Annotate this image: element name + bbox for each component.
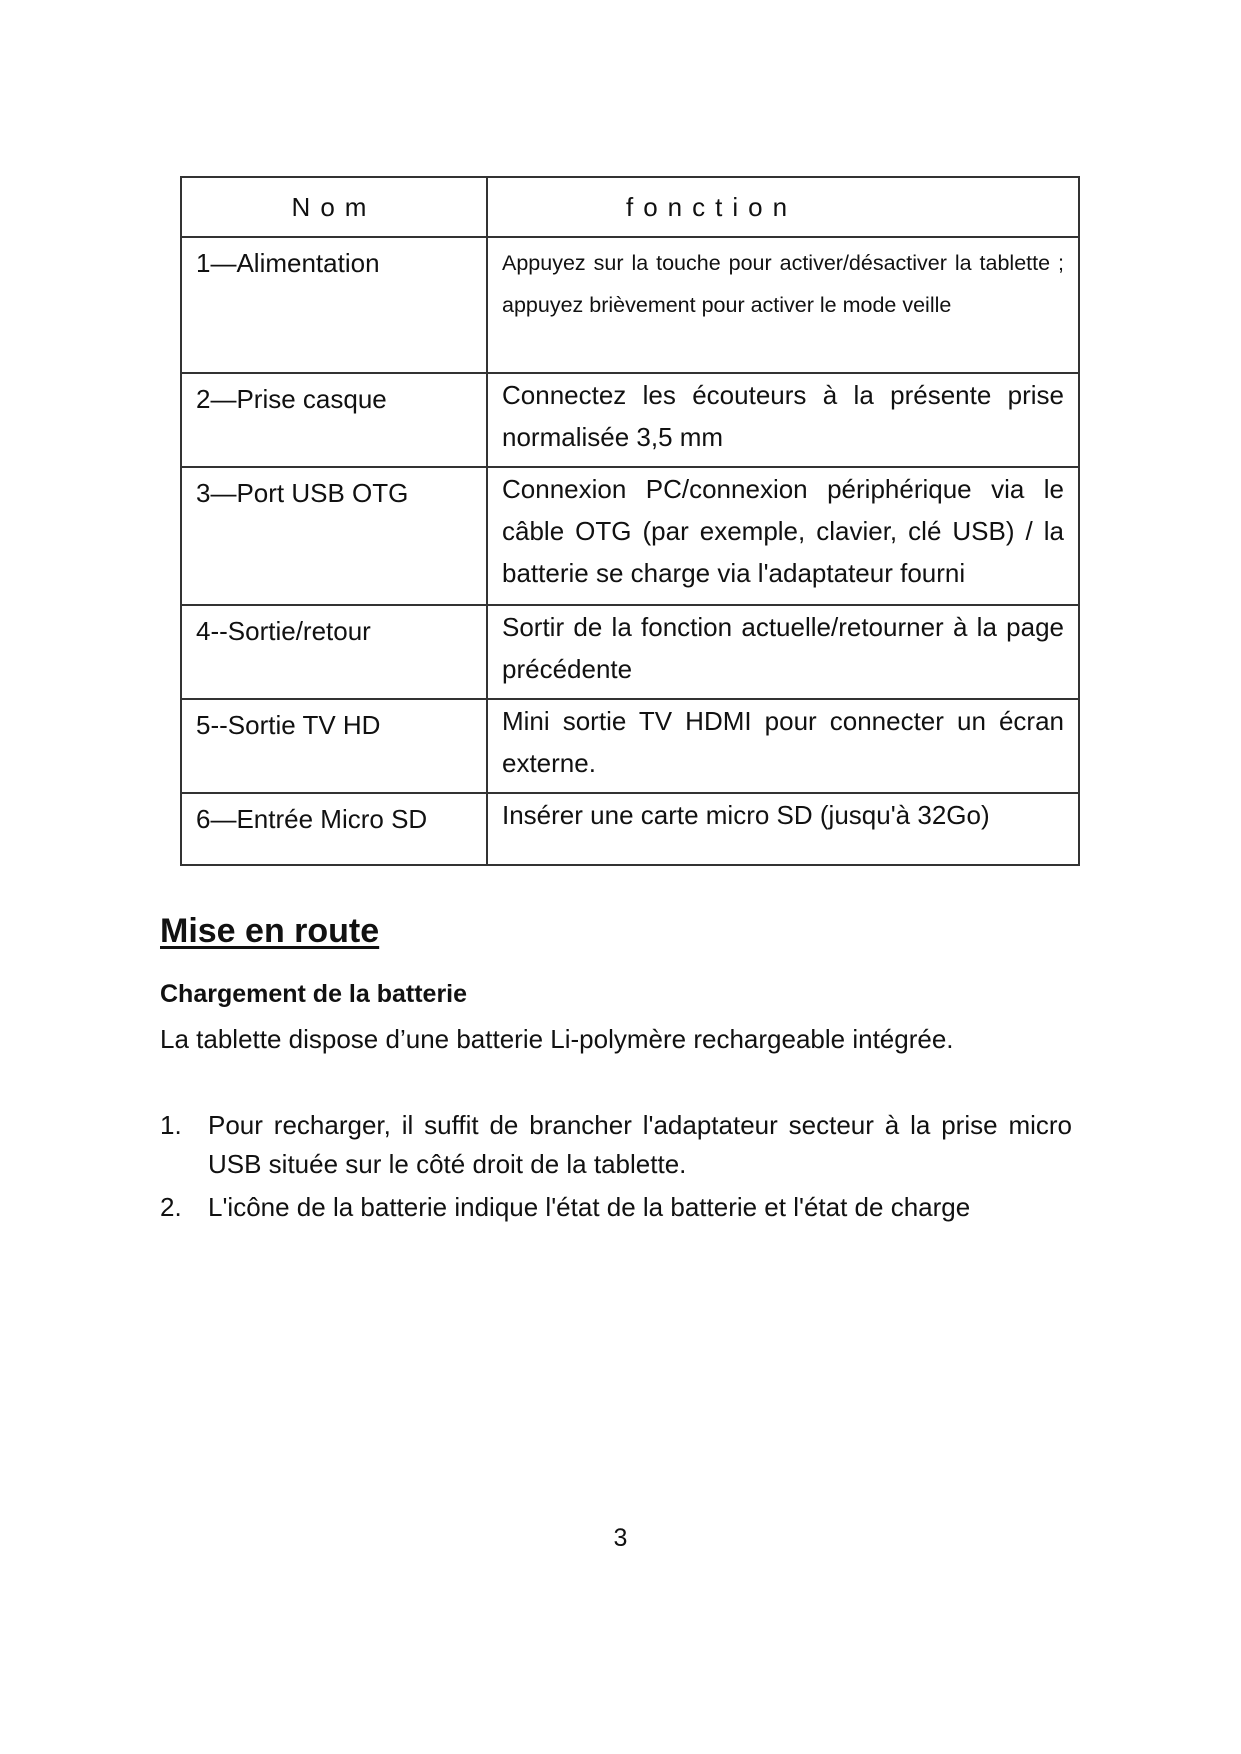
step-text: Pour recharger, il suffit de brancher l'adaptateur secteur à la prise micro USB située sur le côté droit de la tablette. [208, 1110, 1072, 1179]
header-name: Nom [181, 177, 487, 237]
row-function: Mini sortie TV HDMI pour connecter un écran externe. [487, 699, 1079, 793]
row-function: Insérer une carte micro SD (jusqu'à 32Go) [487, 793, 1079, 865]
list-item [160, 1106, 1072, 1184]
header-function: fonction [487, 177, 1079, 237]
table-header-row [181, 177, 1079, 237]
row-function: Appuyez sur la touche pour activer/désactiver la tablette ; appuyez brièvement pour activer le mode veille [487, 237, 1079, 373]
table-row [181, 373, 1079, 467]
intro-paragraph: La tablette dispose d’une batterie Li-polymère rechargeable intégrée. [160, 1024, 954, 1054]
row-name: 4--Sortie/retour [181, 605, 487, 699]
step-number: 1. [160, 1110, 182, 1140]
step-text: L'icône de la batterie indique l'état de la batterie et l'état de charge [208, 1192, 971, 1222]
row-name: 3—Port USB OTG [181, 467, 487, 605]
row-name: 6—Entrée Micro SD [181, 793, 487, 865]
row-name: 2—Prise casque [181, 373, 487, 467]
row-name: 5--Sortie TV HD [181, 699, 487, 793]
steps-list [160, 1106, 1072, 1231]
table-row [181, 467, 1079, 605]
function-table [180, 176, 1080, 866]
table-row [181, 793, 1079, 865]
step-number: 2. [160, 1192, 182, 1222]
row-function: Connectez les écouteurs à la présente prise normalisée 3,5 mm [487, 373, 1079, 467]
row-name: 1—Alimentation [181, 237, 487, 373]
table-row [181, 237, 1079, 373]
section-title: Mise en route [160, 912, 380, 950]
page-number: 3 [613, 1524, 628, 1552]
list-item [160, 1188, 1072, 1227]
section-subtitle: Chargement de la batterie [160, 980, 468, 1008]
table-row [181, 699, 1079, 793]
row-function: Connexion PC/connexion périphérique via le câble OTG (par exemple, clavier, clé USB) / la batterie se charge via l'adaptateur fourni [487, 467, 1079, 605]
table-row [181, 605, 1079, 699]
row-function: Sortir de la fonction actuelle/retourner à la page précédente [487, 605, 1079, 699]
